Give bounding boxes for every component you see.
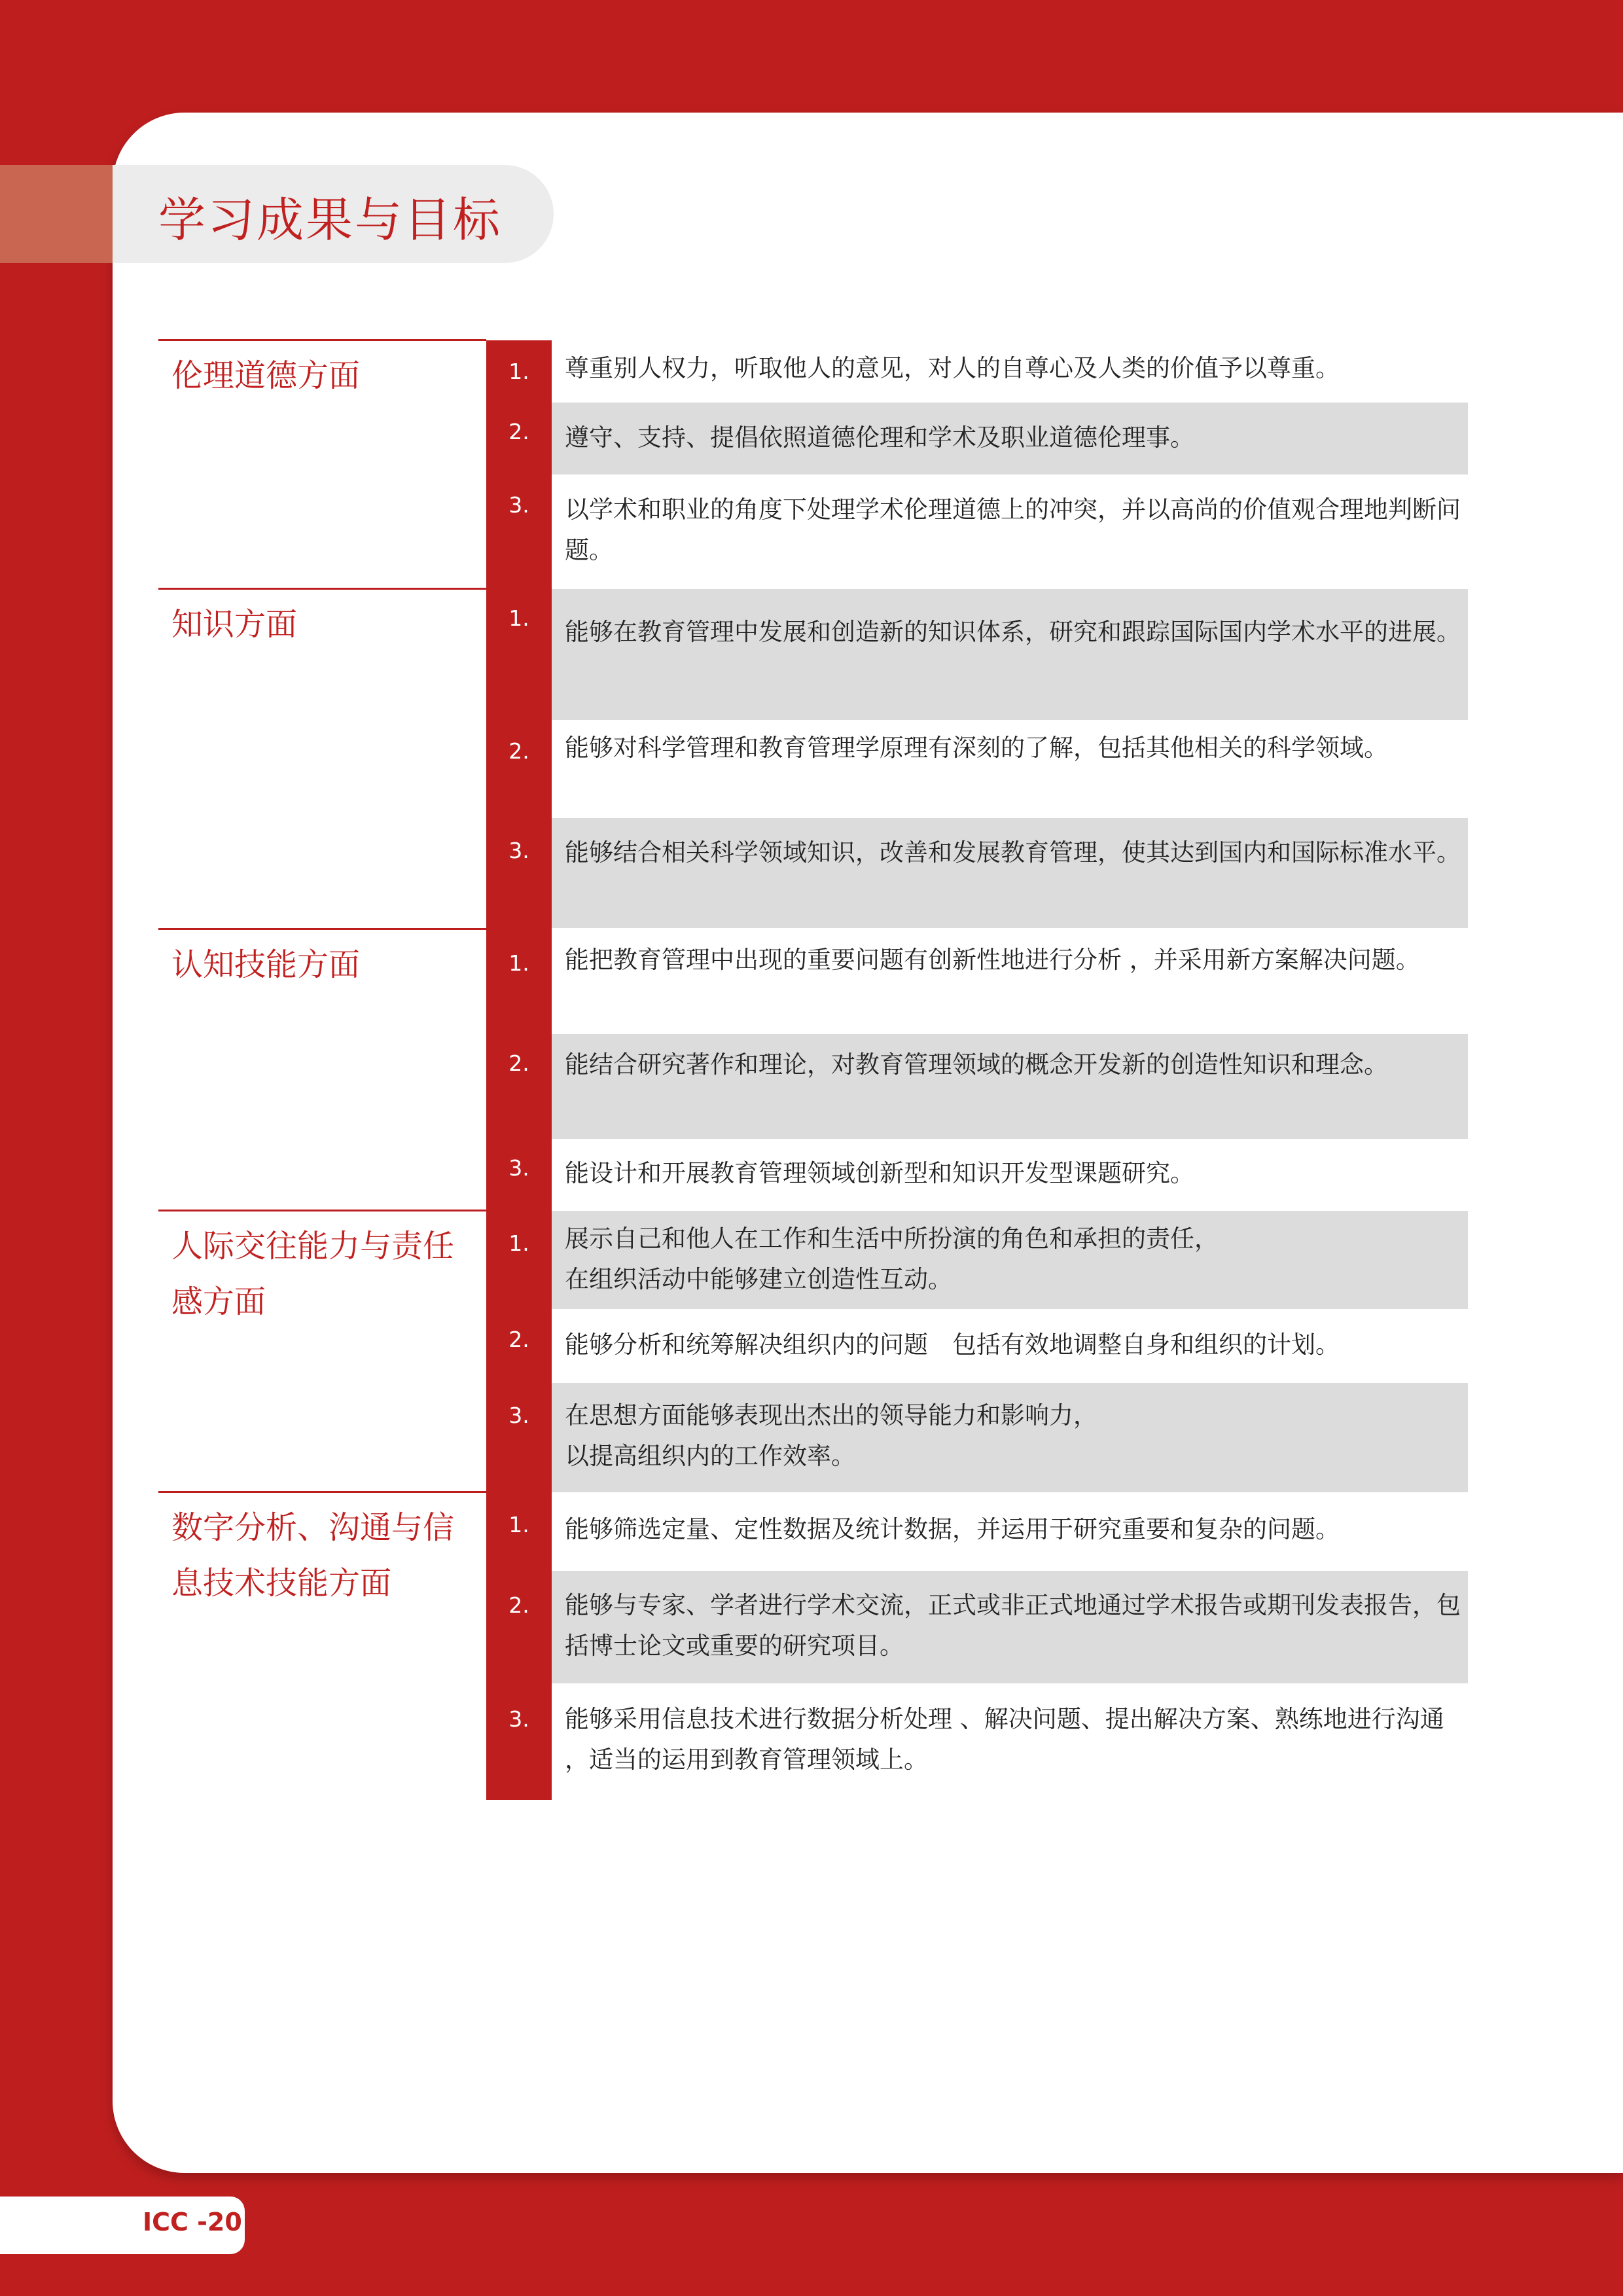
item-number: 2. <box>508 738 529 764</box>
item-number: 3. <box>508 492 529 518</box>
section-title-cognitive: 认知技能方面 <box>171 946 361 983</box>
item-text: 以学术和职业的角度下处理学术伦理道德上的冲突，并以高尚的价值观合理地判断问题。 <box>565 495 1461 564</box>
item-number: 3. <box>508 1155 529 1181</box>
item-number: 2. <box>508 1592 529 1618</box>
item-text: 尊重别人权力，听取他人的意见，对人的自尊心及人类的价值予以尊重。 <box>565 354 1340 382</box>
section-title-knowledge: 知识方面 <box>171 606 298 643</box>
item-text: 能够采用信息技术进行数据分析处理 、解决问题、提出解决方案、熟练地进行沟通 ，适当的运用到教育管理领域上。 <box>565 1705 1444 1774</box>
section-divider <box>158 928 486 930</box>
item-text: 能设计和开展教育管理领域创新型和知识开发型课题研究。 <box>565 1159 1194 1187</box>
item-number: 1. <box>508 605 529 631</box>
item-text: 能够在教育管理中发展和创造新的知识体系，研究和跟踪国际国内学术水平的进展。 <box>565 618 1461 646</box>
item-number: 1. <box>508 1512 529 1537</box>
section-title-interpersonal: 人际交往能力与责任感方面 <box>171 1228 455 1320</box>
item-number: 1. <box>508 950 529 976</box>
section-divider <box>158 588 486 590</box>
item-number: 1. <box>508 359 529 384</box>
item-number: 3. <box>508 838 529 863</box>
item-number: 3. <box>508 1403 529 1428</box>
item-number: 1. <box>508 1230 529 1256</box>
item-number: 3. <box>508 1706 529 1732</box>
item-text: 能够结合相关科学领域知识，改善和发展教育管理，使其达到国内和国际标准水平。 <box>565 838 1461 867</box>
section-divider <box>158 1491 486 1493</box>
row-background <box>552 589 1468 720</box>
page-number: ICC -20 <box>143 2208 242 2236</box>
item-number: 2. <box>508 1050 529 1076</box>
item-text: 展示自己和他人在工作和生活中所扮演的角色和承担的责任， 在组织活动中能够建立创造性互动。 <box>565 1225 1219 1293</box>
section-divider <box>158 1210 486 1211</box>
item-text: 能把教育管理中出现的重要问题有创新性地进行分析 ，并采用新方案解决问题。 <box>565 946 1420 974</box>
title-accent <box>0 165 113 263</box>
section-title-digital: 数字分析、沟通与信息技术技能方面 <box>171 1509 455 1602</box>
item-number: 2. <box>508 1327 529 1352</box>
item-text: 能够筛选定量、定性数据及统计数据，并运用于研究重要和复杂的问题。 <box>565 1515 1340 1543</box>
page-title: 学习成果与目标 <box>158 192 503 247</box>
item-number: 2. <box>508 419 529 444</box>
item-text: 遵守、支持、提倡依照道德伦理和学术及职业道德伦理事。 <box>565 423 1194 452</box>
section-title-ethics: 伦理道德方面 <box>171 357 361 394</box>
item-text: 能够分析和统筹解决组织内的问题 包括有效地调整自身和组织的计划。 <box>565 1331 1340 1359</box>
item-text: 能结合研究著作和理论，对教育管理领域的概念开发新的创造性知识和理念。 <box>565 1050 1388 1079</box>
item-text: 在思想方面能够表现出杰出的领导能力和影响力， 以提高组织内的工作效率。 <box>565 1401 1097 1470</box>
item-text: 能够与专家、学者进行学术交流，正式或非正式地通过学术报告或期刊发表报告，包括博士论文或重要的研究项目。 <box>565 1591 1461 1660</box>
item-text: 能够对科学管理和教育管理学原理有深刻的了解，包括其他相关的科学领域。 <box>565 734 1388 762</box>
section-divider <box>158 339 486 341</box>
